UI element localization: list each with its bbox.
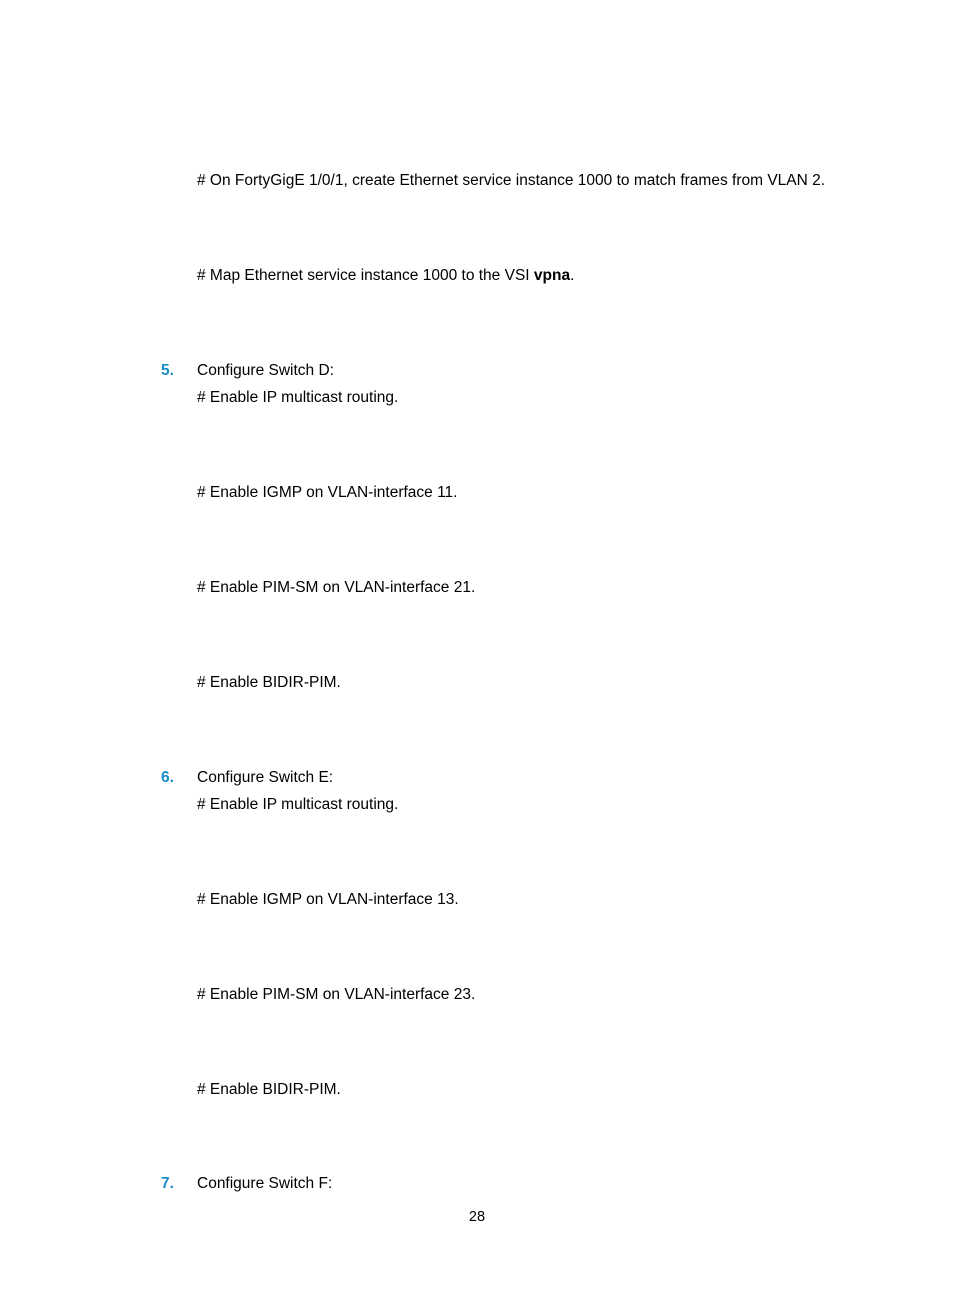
step-6-enable-multicast: # Enable IP multicast routing. [197,796,399,813]
map-vsi-suffix: . [570,267,575,284]
step-6-enable-bidir-pim: # Enable BIDIR-PIM. [197,1081,341,1098]
step-5-enable-igmp: # Enable IGMP on VLAN-interface 11. [197,484,458,501]
step-6-enable-igmp: # Enable IGMP on VLAN-interface 13. [197,891,459,908]
step-5-number: 5. [161,362,174,379]
step-7-number: 7. [161,1175,174,1192]
step-6-enable-pim-sm: # Enable PIM-SM on VLAN-interface 23. [197,986,476,1003]
step-6-number: 6. [161,769,174,786]
map-vsi-text [197,266,574,286]
instance-config-text: # On FortyGigE 1/0/1, create Ethernet service instance 1000 to match frames from VLAN 2. [197,172,826,189]
map-vsi-prefix: # Map Ethernet service instance 1000 to the VSI [197,267,534,284]
step-6-title: Configure Switch E: [197,769,334,786]
step-5-enable-bidir-pim: # Enable BIDIR-PIM. [197,674,341,691]
step-7-title: Configure Switch F: [197,1175,333,1192]
step-5-title: Configure Switch D: [197,362,334,379]
step-5-enable-pim-sm: # Enable PIM-SM on VLAN-interface 21. [197,579,476,596]
step-5-enable-multicast: # Enable IP multicast routing. [197,389,399,406]
vsi-name: vpna [533,267,571,284]
page-number: 28 [468,1209,486,1225]
